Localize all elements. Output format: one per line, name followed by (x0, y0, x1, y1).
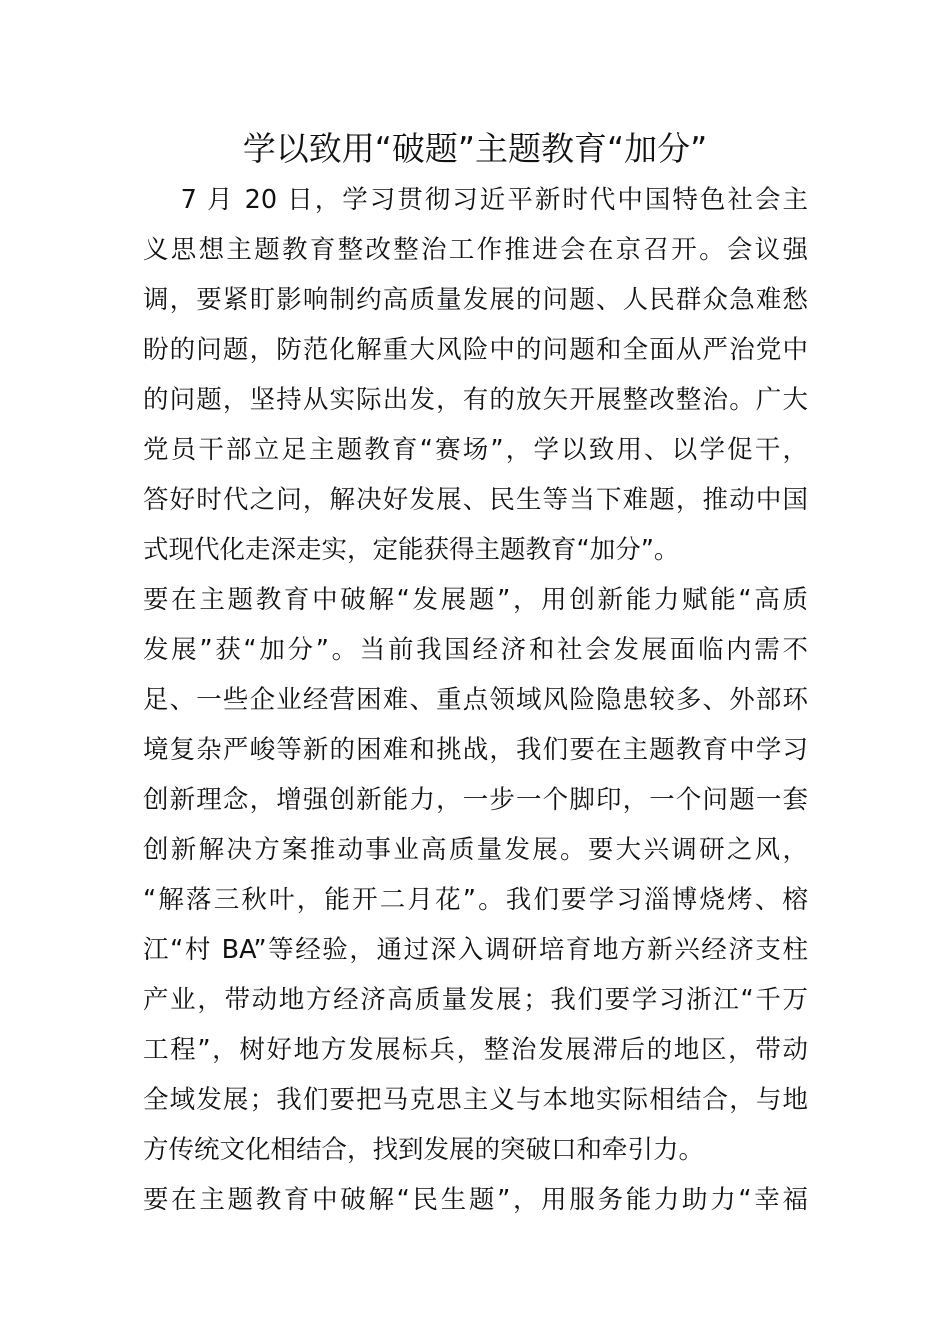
body-line: 答好时代之问，解决好发展、民生等当下难题，推动中国 (143, 485, 808, 515)
body-line: 全域发展；我们要把马克思主义与本地实际相结合，与地 (143, 1085, 808, 1115)
body-line: 要在主题教育中破解“民生题”，用服务能力助力“幸福 (143, 1185, 808, 1215)
body-line: 方传统文化相结合，找到发展的突破口和牵引力。 (143, 1135, 705, 1165)
body-line: 盼的问题，防范化解重大风险中的问题和全面从严治党中 (143, 335, 808, 365)
body-line: 式现代化走深走实，定能获得主题教育“加分”。 (143, 535, 680, 565)
body-line: 的问题，坚持从实际出发，有的放矢开展整改整治。广大 (143, 385, 808, 415)
body-line: 产业，带动地方经济高质量发展；我们要学习浙江“千万 (143, 985, 808, 1015)
document-title: 学以致用“破题”主题教育“加分” (242, 129, 708, 168)
document-body (143, 175, 808, 1225)
body-line: 创新解决方案推动事业高质量发展。要大兴调研之风， (143, 835, 808, 865)
body-line: 调，要紧盯影响制约高质量发展的问题、人民群众急难愁 (143, 285, 808, 315)
body-line: 发展”获“加分”。当前我国经济和社会发展面临内需不 (143, 635, 808, 665)
body-line: 要在主题教育中破解“发展题”，用创新能力赋能“高质 (143, 585, 808, 615)
body-line: 足、一些企业经营困难、重点领域风险隐患较多、外部环 (143, 685, 808, 715)
body-line: 义思想主题教育整改整治工作推进会在京召开。会议强 (143, 235, 808, 265)
body-line: 创新理念，增强创新能力，一步一个脚印，一个问题一套 (143, 785, 808, 815)
body-line: “解落三秋叶，能开二月花”。我们要学习淄博烧烤、榕 (143, 885, 808, 915)
body-line: 江“村 BA”等经验，通过深入调研培育地方新兴经济支柱 (143, 935, 808, 965)
body-line: 工程”，树好地方发展标兵，整治发展滞后的地区，带动 (143, 1035, 808, 1065)
body-line: 7 月 20 日，学习贯彻习近平新时代中国特色社会主 (143, 185, 808, 215)
body-line: 党员干部立足主题教育“赛场”，学以致用、以学促干， (143, 435, 808, 465)
body-line: 境复杂严峻等新的困难和挑战，我们要在主题教育中学习 (143, 735, 808, 765)
